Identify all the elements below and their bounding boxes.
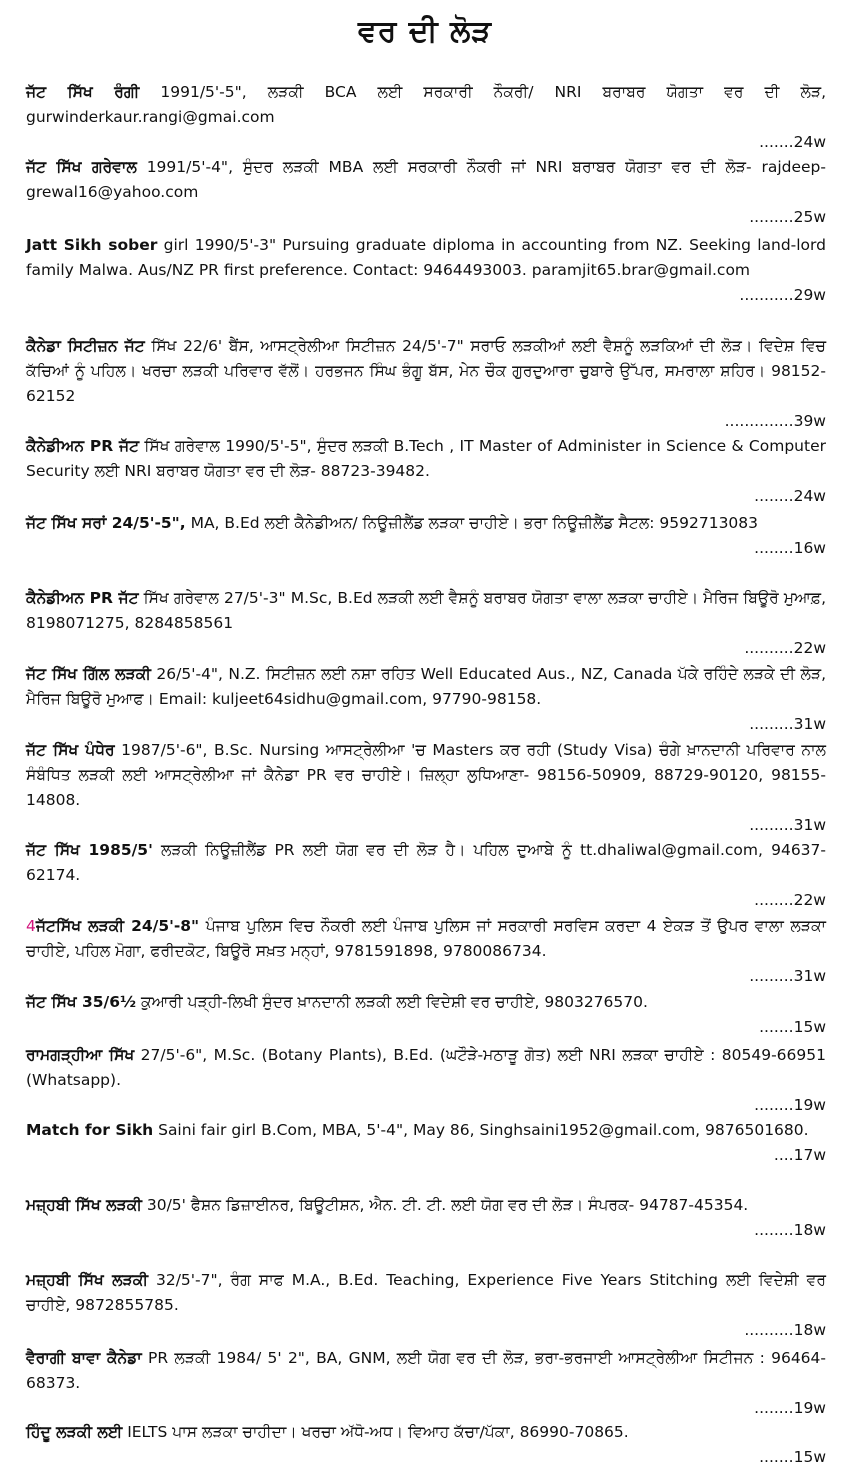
ad-text bbox=[26, 838, 826, 888]
ad-heading: ਜੱਟ ਸਿੱਖ 35/6½ bbox=[26, 993, 137, 1011]
ad-entry bbox=[26, 738, 826, 838]
ad-heading: ਕੈਨੇਡੀਅਨ PR ਜੱਟ bbox=[26, 437, 140, 455]
ad-text bbox=[26, 990, 826, 1015]
ad-body: ਸਿੱਖ ਗਰੇਵਾਲ 1990/5'-5", ਸੁੰਦਰ ਲੜਕੀ B.Tech , IT Master of Administer in Science & Computer Security ਲਈ NRI ਬਰਾਬਰ ਯੋਗਤਾ ਵਰ ਦੀ ਲੋੜ- 88723-39482. bbox=[26, 437, 826, 480]
ad-heading: ਰਾਮਗੜ੍ਹੀਆ ਸਿੱਖ bbox=[26, 1046, 135, 1064]
ad-entry bbox=[26, 838, 826, 913]
ad-heading: ਕੈਨੇਡੀਅਨ PR ਜੱਟ bbox=[26, 589, 139, 607]
ad-code: .......15w bbox=[759, 1018, 826, 1036]
ad-text bbox=[26, 80, 826, 130]
ad-entry bbox=[26, 80, 826, 155]
ad-body: ਲੜਕੀ ਨਿਊਜ਼ੀਲੈਂਡ PR ਲਈ ਯੋਗ ਵਰ ਦੀ ਲੋੜ ਹੈ। ਪਹਿਲ ਦੁਆਬੇ ਨੂੰ tt.dhaliwal@gmail.com, 94637-62174. bbox=[26, 841, 826, 884]
ad-code: ........19w bbox=[754, 1096, 826, 1114]
ad-heading: ਵੈਰਾਗੀ ਬਾਵਾ ਕੈਨੇਡਾ bbox=[26, 1349, 142, 1367]
ad-body: ਸਿੱਖ 22/6' ਬੈਂਸ, ਆਸਟ੍ਰੇਲੀਆ ਸਿਟੀਜ਼ਨ 24/5'-7" ਸਰਾਓ ਲੜਕੀਆਂ ਲਈ ਵੈਸ਼ਨੂੰ ਲੜਕਿਆਂ ਦੀ ਲੋੜ। ਵਿਦੇਸ਼ ਵਿਚ ਕੱਚਿਆਂ ਨੂੰ ਪਹਿਲ। ਖਰਚਾ ਲੜਕੀ ਪਰਿਵਾਰ ਵੱਲੋਂ। ਹਰਭਜਨ ਸਿੰਘ ਭੰਗੂ ਬੱਸ, ਮੇਨ ਚੌਕ ਗੁਰਦੁਆਰਾ ਚੁਬਾਰੇ ਉੱਪਰ, ਸਮਰਾਲਾ ਸ਼ਹਿਰ। 98152-62152 bbox=[26, 337, 827, 405]
ad-body: girl 1990/5'-3" Pursuing graduate diploma in accounting from NZ. Seeking land-lord family Malwa. Aus/NZ PR first preference. Contact: 9464493003. paramjit65.brar@gmail.com bbox=[26, 236, 826, 279]
ad-body: 27/5'-6", M.Sc. (Botany Plants), B.Ed. (ਘਟੌੜੇ-ਮਠਾੜੂ ਗੋਤ) ਲਈ NRI ਲੜਕਾ ਚਾਹੀਏ : 80549-66951 (Whatsapp). bbox=[26, 1046, 826, 1089]
ad-body: 1991/5'-5", ਲੜਕੀ BCA ਲਈ ਸਰਕਾਰੀ ਨੌਕਰੀ/ NRI ਬਰਾਬਰ ਯੋਗਤਾ ਵਰ ਦੀ ਲੋੜ, gurwinderkaur.rangi@gmai.com bbox=[26, 83, 826, 126]
ad-entry bbox=[26, 662, 826, 737]
ad-text bbox=[26, 1193, 826, 1218]
ad-entry bbox=[26, 990, 826, 1040]
ad-code: .......24w bbox=[759, 133, 826, 151]
ad-entry bbox=[26, 155, 826, 230]
ad-entry bbox=[26, 1043, 826, 1118]
ad-entry bbox=[26, 914, 826, 989]
ad-code: ........19w bbox=[754, 1399, 826, 1417]
ad-body: ਸਿੱਖ ਗਰੇਵਾਲ 27/5'-3" M.Sc, B.Ed ਲੜਕੀ ਲਈ ਵੈਸ਼ਨੂੰ ਬਰਾਬਰ ਯੋਗਤਾ ਵਾਲਾ ਲੜਕਾ ਚਾਹੀਏ। ਮੈਰਿਜ ਬਿਊਰੋ ਮੁਆਫ਼, 8198071275, 8284858561 bbox=[26, 589, 826, 632]
ad-body: ਕੁਆਰੀ ਪੜ੍ਹੀ-ਲਿਖੀ ਸੁੰਦਰ ਖ਼ਾਨਦਾਨੀ ਲੜਕੀ ਲਈ ਵਿਦੇਸ਼ੀ ਵਰ ਚਾਹੀਏ, 9803276570. bbox=[136, 993, 648, 1011]
ad-text bbox=[26, 155, 826, 205]
ad-text bbox=[26, 1118, 826, 1143]
ad-heading: ਹਿੰਦੂ ਲੜਕੀ ਲਈ bbox=[26, 1423, 123, 1441]
ad-code: .........31w bbox=[749, 715, 826, 733]
ad-body: 30/5' ਫੈਸ਼ਨ ਡਿਜ਼ਾਈਨਰ, ਬਿਊਟੀਸ਼ਨ, ਐਨ. ਟੀ. ਟੀ. ਲਈ ਯੋਗ ਵਰ ਦੀ ਲੋੜ। ਸੰਪਰਕ- 94787-45354. bbox=[141, 1196, 749, 1214]
ad-body: ਪੰਜਾਬ ਪੁਲਿਸ ਵਿਚ ਨੌਕਰੀ ਲਈ ਪੰਜਾਬ ਪੁਲਿਸ ਜਾਂ ਸਰਕਾਰੀ ਸਰਵਿਸ ਕਰਦਾ 4 ਏਕੜ ਤੋਂ ਉਪਰ ਵਾਲਾ ਲੜਕਾ ਚਾਹੀਏ, ਪਹਿਲ ਮੋਗਾ, ਫਰੀਦਕੋਟ, ਬਿਊਰੋ ਸਖ਼ਤ ਮਨ੍ਹਾਂ, 9781591898, 9780086734. bbox=[26, 917, 826, 960]
ad-entry bbox=[26, 586, 826, 661]
ad-body: 32/5'-7", ਰੰਗ ਸਾਫ M.A., B.Ed. Teaching, Experience Five Years Stitching ਲਈ ਵਿਦੇਸ਼ੀ ਵਰ ਚਾਹੀਏ, 9872855785. bbox=[26, 1271, 826, 1314]
ad-body: 26/5'-4", N.Z. ਸਿਟੀਜ਼ਨ ਲਈ ਨਸ਼ਾ ਰਹਿਤ Well Educated Aus., NZ, Canada ਪੱਕੇ ਰਹਿੰਦੇ ਲੜਕੇ ਦੀ ਲੋੜ, ਮੈਰਿਜ ਬਿਊਰੋ ਮੁਆਫ। Email: kuljeet64sidhu@gmail.com, 97790-98158. bbox=[26, 665, 827, 708]
ad-code: ........18w bbox=[754, 1221, 826, 1239]
ad-text bbox=[26, 738, 826, 813]
ad-code: ....17w bbox=[773, 1146, 826, 1164]
ad-text bbox=[26, 233, 826, 283]
ad-code: .........31w bbox=[749, 967, 826, 985]
ad-text bbox=[26, 1346, 826, 1396]
ad-text bbox=[26, 586, 826, 636]
ad-body: 1987/5'-6", B.Sc. Nursing ਆਸਟ੍ਰੇਲੀਆ 'ਚ Masters ਕਰ ਰਹੀ (Study Visa) ਚੰਗੇ ਖ਼ਾਨਦਾਨੀ ਪਰਿਵਾਰ ਨਾਲ ਸੰਬੰਧਿਤ ਲੜਕੀ ਲਈ ਆਸਟ੍ਰੇਲੀਆ ਜਾਂ ਕੈਨੇਡਾ PR ਵਰ ਚਾਹੀਏ। ਜ਼ਿਲ੍ਹਾ ਲੁਧਿਆਣਾ- 98156-50909, 88729-90120, 98155-14808. bbox=[26, 741, 826, 809]
ad-entry bbox=[26, 334, 826, 434]
ad-text bbox=[26, 1268, 826, 1318]
ad-text bbox=[26, 511, 826, 536]
ad-body: Saini fair girl B.Com, MBA, 5'-4", May 86, Singhsaini1952@gmail.com, 9876501680. bbox=[153, 1121, 809, 1139]
ad-text bbox=[26, 914, 826, 964]
ad-heading: ਮਜ਼੍ਹਬੀ ਸਿੱਖ ਲੜਕੀ bbox=[26, 1196, 142, 1214]
ad-code: .........25w bbox=[749, 208, 826, 226]
ad-heading: ਜੱਟ ਸਿੱਖ ਰੰਗੀ bbox=[26, 83, 140, 101]
ad-heading: Jatt Sikh sober bbox=[26, 236, 158, 254]
page-title: ਵਰ ਦੀ ਲੋੜ bbox=[357, 14, 493, 49]
ad-entry bbox=[26, 1118, 826, 1168]
ad-code: ..........22w bbox=[744, 639, 826, 657]
ad-code: ..........18w bbox=[744, 1321, 826, 1339]
ad-text bbox=[26, 662, 826, 712]
ad-body: 1991/5'-4", ਸੁੰਦਰ ਲੜਕੀ MBA ਲਈ ਸਰਕਾਰੀ ਨੌਕਰੀ ਜਾਂ NRI ਬਰਾਬਰ ਯੋਗਤਾ ਵਰ ਦੀ ਲੋੜ- rajdeep-grewal16@yahoo.com bbox=[26, 158, 826, 201]
ad-entry bbox=[26, 511, 826, 561]
ad-code: ........24w bbox=[754, 487, 826, 505]
ad-entry bbox=[26, 1346, 826, 1421]
ad-text bbox=[26, 434, 826, 484]
ad-heading: ਜੱਟ ਸਿੱਖ 1985/5' bbox=[26, 841, 153, 859]
ad-heading: ਜੱਟ ਸਿੱਖ ਗਿੱਲ ਲੜਕੀ bbox=[26, 665, 151, 683]
ad-heading: ਮਜ਼੍ਹਬੀ ਸਿੱਖ ਲੜਕੀ bbox=[26, 1271, 149, 1289]
ad-entry bbox=[26, 233, 826, 308]
ad-heading: ਜੱਟ ਸਿੱਖ ਪੰਧੇਰ bbox=[26, 741, 115, 759]
ad-body: PR ਲੜਕੀ 1984/ 5' 2", BA, GNM, ਲਈ ਯੋਗ ਵਰ ਦੀ ਲੋੜ, ਭਰਾ-ਭਰਜਾਈ ਆਸਟ੍ਰੇਲੀਆ ਸਿਟੀਜਨ : 96464-68373. bbox=[26, 1349, 827, 1392]
ad-text bbox=[26, 1420, 826, 1445]
ad-heading: ਜੱਟ ਸਿੱਖ ਗਰੇਵਾਲ bbox=[26, 158, 137, 176]
ad-code: .........31w bbox=[749, 816, 826, 834]
ad-code: .......15w bbox=[759, 1448, 826, 1466]
ad-code: ..............39w bbox=[724, 412, 826, 430]
ad-marker: 4 bbox=[26, 917, 36, 935]
ad-body: IELTS ਪਾਸ ਲੜਕਾ ਚਾਹੀਦਾ। ਖਰਚਾ ਅੱਧੋ-ਅਧ। ਵਿਆਹ ਕੱਚਾ/ਪੱਕਾ, 86990-70865. bbox=[122, 1423, 629, 1441]
ad-entry bbox=[26, 1268, 826, 1343]
ad-entry bbox=[26, 1193, 826, 1243]
ad-heading: ਜੱਟਸਿੱਖ ਲੜਕੀ 24/5'-8" bbox=[35, 917, 200, 935]
ad-text bbox=[26, 1043, 826, 1093]
ad-entry bbox=[26, 1420, 826, 1470]
ad-entry bbox=[26, 434, 826, 509]
ad-body: MA, B.Ed ਲਈ ਕੈਨੇਡੀਅਨ/ ਨਿਊਜ਼ੀਲੈਂਡ ਲੜਕਾ ਚਾਹੀਏ। ਭਰਾ ਨਿਊਜ਼ੀਲੈਂਡ ਸੈਟਲ: 9592713083 bbox=[185, 514, 759, 532]
ad-code: ........16w bbox=[754, 539, 826, 557]
ad-text bbox=[26, 334, 826, 409]
ad-heading: Match for Sikh bbox=[26, 1121, 154, 1139]
ad-heading: ਕੈਨੇਡਾ ਸਿਟੀਜ਼ਨ ਜੱਟ bbox=[26, 337, 145, 355]
ad-code: ...........29w bbox=[739, 286, 826, 304]
ad-heading: ਜੱਟ ਸਿੱਖ ਸਰਾਂ 24/5'-5", bbox=[26, 514, 186, 532]
ad-code: ........22w bbox=[754, 891, 826, 909]
